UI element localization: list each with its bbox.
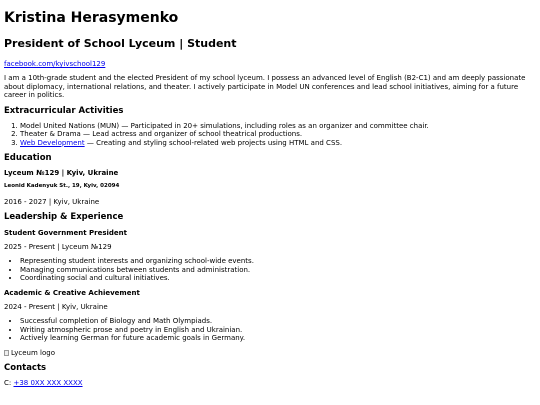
extracurricular-list — [4, 122, 536, 147]
school-name: Lyceum №129 | Kyiv, Ukraine — [4, 169, 119, 178]
web-development-link[interactable]: Web Development — [20, 138, 85, 147]
social-link[interactable]: facebook.com/kyivschool129 — [4, 59, 106, 68]
phone-prefix: C: — [4, 379, 14, 388]
list-item: • Successful completion of Biology and Math Olympiads. — [20, 317, 536, 325]
list-item: 1. Model United Nations (MUN) — Participated in 20+ simulations, including roles as an organizer and committee chair. — [20, 122, 536, 130]
list-item: 2. Theater & Drama — Lead actress and organizer of school theatrical productions. — [20, 130, 536, 138]
role-title: Academic & Creative Achievement — [4, 288, 140, 297]
extracurricular-heading: Extracurricular Activities — [4, 105, 124, 116]
list-item — [20, 139, 536, 147]
leadership-heading: Leadership & Experience — [4, 212, 124, 223]
person-name: Kristina Herasymenko — [4, 10, 179, 26]
list-item: • Coordinating social and cultural initiatives. — [20, 274, 536, 282]
person-role: President of School Lyceum | Student — [4, 36, 237, 50]
role-title: Student Government President — [4, 228, 127, 237]
list-item: • Representing student interests and organizing school-wide events. — [20, 257, 536, 265]
education-period: 2016 - 2027 | Kyiv, Ukraine — [4, 198, 100, 207]
education-heading: Education — [4, 152, 52, 163]
list-item: • Managing communications between students and administration. — [20, 266, 536, 274]
contacts-heading: Contacts — [4, 362, 47, 373]
bio-paragraph: I am a 10th-grade student and the elected President of my school lyceum. I possess an advanced level of English (B2-C1) and am deeply passionate about diplomacy, international relations, and theater. I actively participate in Model UN conferences and lead school initiatives, aiming for a future career in politics. — [4, 74, 526, 100]
role-period: 2025 - Present | Lyceum №129 — [4, 243, 112, 252]
school-address: Leonid Kadenyuk St., 19, Kyiv, 02094 — [4, 183, 120, 190]
list-item: • Writing atmospheric prose and poetry in English and Ukrainian. — [20, 326, 536, 334]
role-bullets — [4, 257, 536, 282]
role-bullets — [4, 317, 536, 342]
list-item: • Actively learning German for future academic goals in Germany. — [20, 334, 536, 342]
contact-phone-row — [4, 379, 536, 387]
lyceum-logo — [4, 349, 536, 357]
logo-alt-text: Lyceum logo — [11, 348, 55, 357]
broken-image-icon — [4, 350, 9, 356]
phone-link[interactable]: +38 0XX XXX XXXX — [13, 379, 83, 388]
list-item-text: — Creating and styling school-related web projects using HTML and CSS. — [84, 138, 343, 147]
role-period: 2024 - Present | Kyiv, Ukraine — [4, 303, 108, 311]
